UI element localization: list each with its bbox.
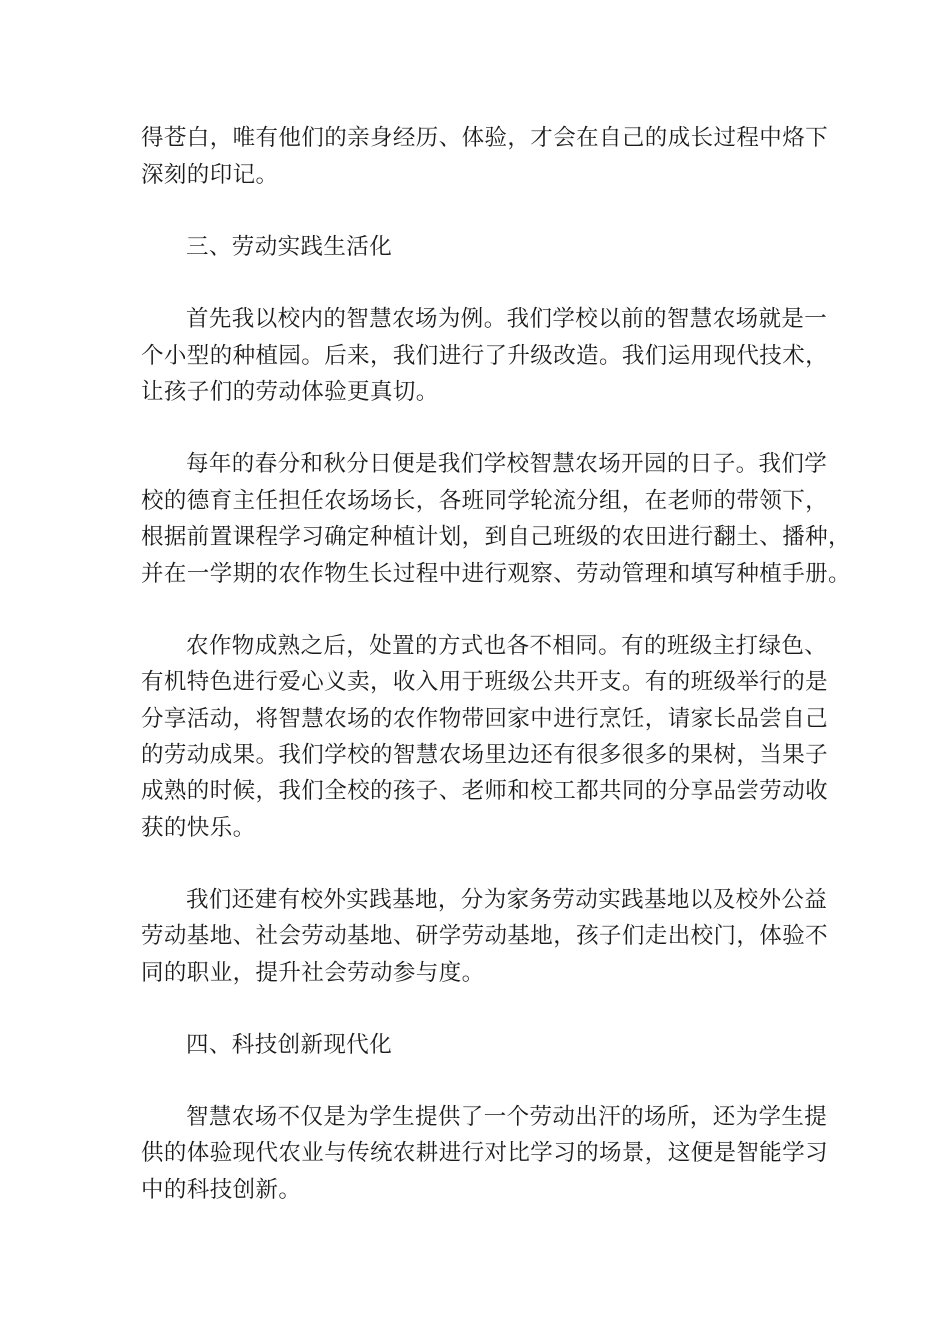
paragraph-line: 首先我以校内的智慧农场为例。我们学校以前的智慧农场就是一 [186, 306, 828, 332]
paragraph-line: 获的快乐。 [141, 815, 256, 841]
paragraph-line: 供的体验现代农业与传统农耕进行对比学习的场景，这便是智能学习 [141, 1140, 829, 1166]
paragraph-line: 我们还建有校外实践基地，分为家务劳动实践基地以及校外公益 [186, 887, 828, 913]
paragraph-line: 劳动基地、社会劳动基地、研学劳动基地，孩子们走出校门，体验不 [141, 923, 829, 949]
paragraph-line: 中的科技创新。 [141, 1177, 302, 1203]
paragraph-line: 深刻的印记。 [141, 162, 279, 188]
paragraph-line: 每年的春分和秋分日便是我们学校智慧农场开园的日子。我们学 [186, 451, 828, 477]
paragraph-line: 并在一学期的农作物生长过程中进行观察、劳动管理和填写种植手册。 [141, 561, 851, 587]
paragraph-line: 校的德育主任担任农场场长，各班同学轮流分组，在老师的带领下， [141, 488, 829, 514]
paragraph-line: 分享活动，将智慧农场的农作物带回家中进行烹饪，请家长品尝自己 [141, 706, 829, 732]
paragraph-line: 根据前置课程学习确定种植计划，到自己班级的农田进行翻土、播种， [141, 524, 851, 550]
paragraph-line: 得苍白，唯有他们的亲身经历、体验，才会在自己的成长过程中烙下 [141, 125, 829, 151]
section-heading: 三、劳动实践生活化 [186, 234, 393, 260]
paragraph-line: 个小型的种植园。后来，我们进行了升级改造。我们运用现代技术， [141, 343, 829, 369]
paragraph-line: 让孩子们的劳动体验更真切。 [141, 379, 439, 405]
paragraph-line: 农作物成熟之后，处置的方式也各不相同。有的班级主打绿色、 [186, 633, 828, 659]
paragraph-line: 成熟的时候，我们全校的孩子、老师和校工都共同的分享品尝劳动收 [141, 778, 829, 804]
section-heading: 四、科技创新现代化 [186, 1032, 393, 1058]
paragraph-line: 智慧农场不仅是为学生提供了一个劳动出汗的场所，还为学生提 [186, 1104, 828, 1130]
paragraph-line: 同的职业，提升社会劳动参与度。 [141, 960, 485, 986]
paragraph-line: 有机特色进行爱心义卖，收入用于班级公共开支。有的班级举行的是 [141, 669, 829, 695]
paragraph-line: 的劳动成果。我们学校的智慧农场里边还有很多很多的果树，当果子 [141, 742, 829, 768]
